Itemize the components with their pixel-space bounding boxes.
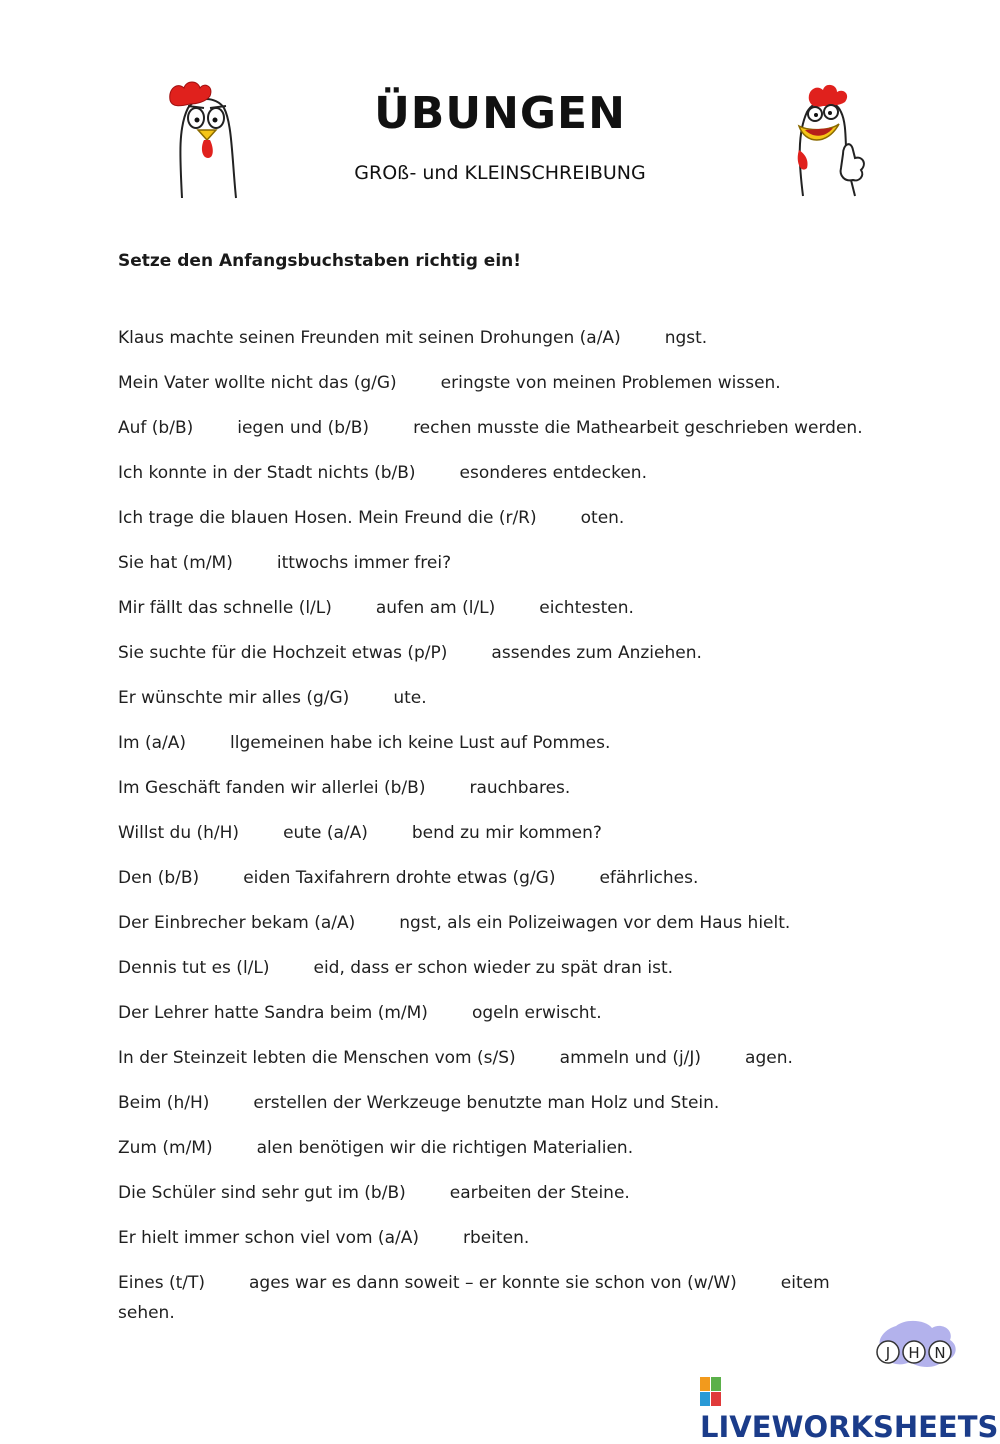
exercise-line: Den (b/B) eiden Taxifahrern drohte etwas (g/G) efährliches.: [118, 868, 699, 888]
liveworksheets-badge-icon: [700, 1377, 722, 1407]
liveworksheets-logo: [700, 1376, 1000, 1444]
exercise-line: Dennis tut es (l/L) eid, dass er schon wieder zu spät dran ist.: [118, 958, 674, 978]
exercise-line: Im (a/A) llgemeinen habe ich keine Lust auf Pommes.: [118, 733, 611, 753]
page-title: ÜBUNGEN: [374, 88, 626, 139]
exercise-line: Ich trage die blauen Hosen. Mein Freund die (r/R) oten.: [118, 508, 625, 528]
liveworksheets-brand: LIVEWORKSHEETS: [700, 1410, 999, 1444]
exercise-line: Der Lehrer hatte Sandra beim (m/M) ogeln erwischt.: [118, 1003, 602, 1023]
exercise-line: Der Einbrecher bekam (a/A) ngst, als ein Polizeiwagen vor dem Haus hielt.: [118, 913, 791, 933]
exercise-line: Willst du (h/H) eute (a/A) bend zu mir kommen?: [118, 823, 602, 843]
exercise-line: Sie hat (m/M) ittwochs immer frei?: [118, 553, 452, 573]
exercise-line: Auf (b/B) iegen und (b/B) rechen musste die Mathearbeit geschrieben werden.: [118, 418, 863, 438]
exercise-list: [118, 323, 918, 1328]
exercise-line: Er wünschte mir alles (g/G) ute.: [118, 688, 427, 708]
exercise-line: Mein Vater wollte nicht das (g/G) eringste von meinen Problemen wissen.: [118, 373, 781, 393]
instruction-text: Setze den Anfangsbuchstaben richtig ein!: [118, 251, 522, 271]
exercise-line: Er hielt immer schon viel vom (a/A) rbeiten.: [118, 1228, 530, 1248]
exercise-line: Beim (h/H) erstellen der Werkzeuge benutzte man Holz und Stein.: [118, 1093, 720, 1113]
exercise-line: In der Steinzeit lebten die Menschen vom (s/S) ammeln und (j/J) agen.: [118, 1048, 793, 1068]
exercise-line: Eines (t/T) ages war es dann soweit – er konnte sie schon von (w/W) eitem sehen.: [118, 1273, 830, 1323]
exercise-line: Mir fällt das schnelle (l/L) aufen am (l/L) eichtesten.: [118, 598, 634, 618]
badge-letter: J: [885, 1344, 891, 1362]
exercise-line: Sie suchte für die Hochzeit etwas (p/P) assendes zum Anziehen.: [118, 643, 702, 663]
badge-letter: N: [934, 1344, 946, 1362]
exercise-line: Zum (m/M) alen benötigen wir die richtigen Materialien.: [118, 1138, 634, 1158]
exercise-line: Die Schüler sind sehr gut im (b/B) earbeiten der Steine.: [118, 1183, 630, 1203]
badge-letter: H: [908, 1344, 920, 1362]
exercise-line: Im Geschäft fanden wir allerlei (b/B) rauchbares.: [118, 778, 571, 798]
page-subtitle: GROß- und KLEINSCHREIBUNG: [354, 162, 646, 184]
exercise-line: Ich konnte in der Stadt nichts (b/B) esonderes entdecken.: [118, 463, 647, 483]
exercise-line: Klaus machte seinen Freunden mit seinen Drohungen (a/A) ngst.: [118, 328, 708, 348]
jhn-badge: [866, 1318, 966, 1372]
